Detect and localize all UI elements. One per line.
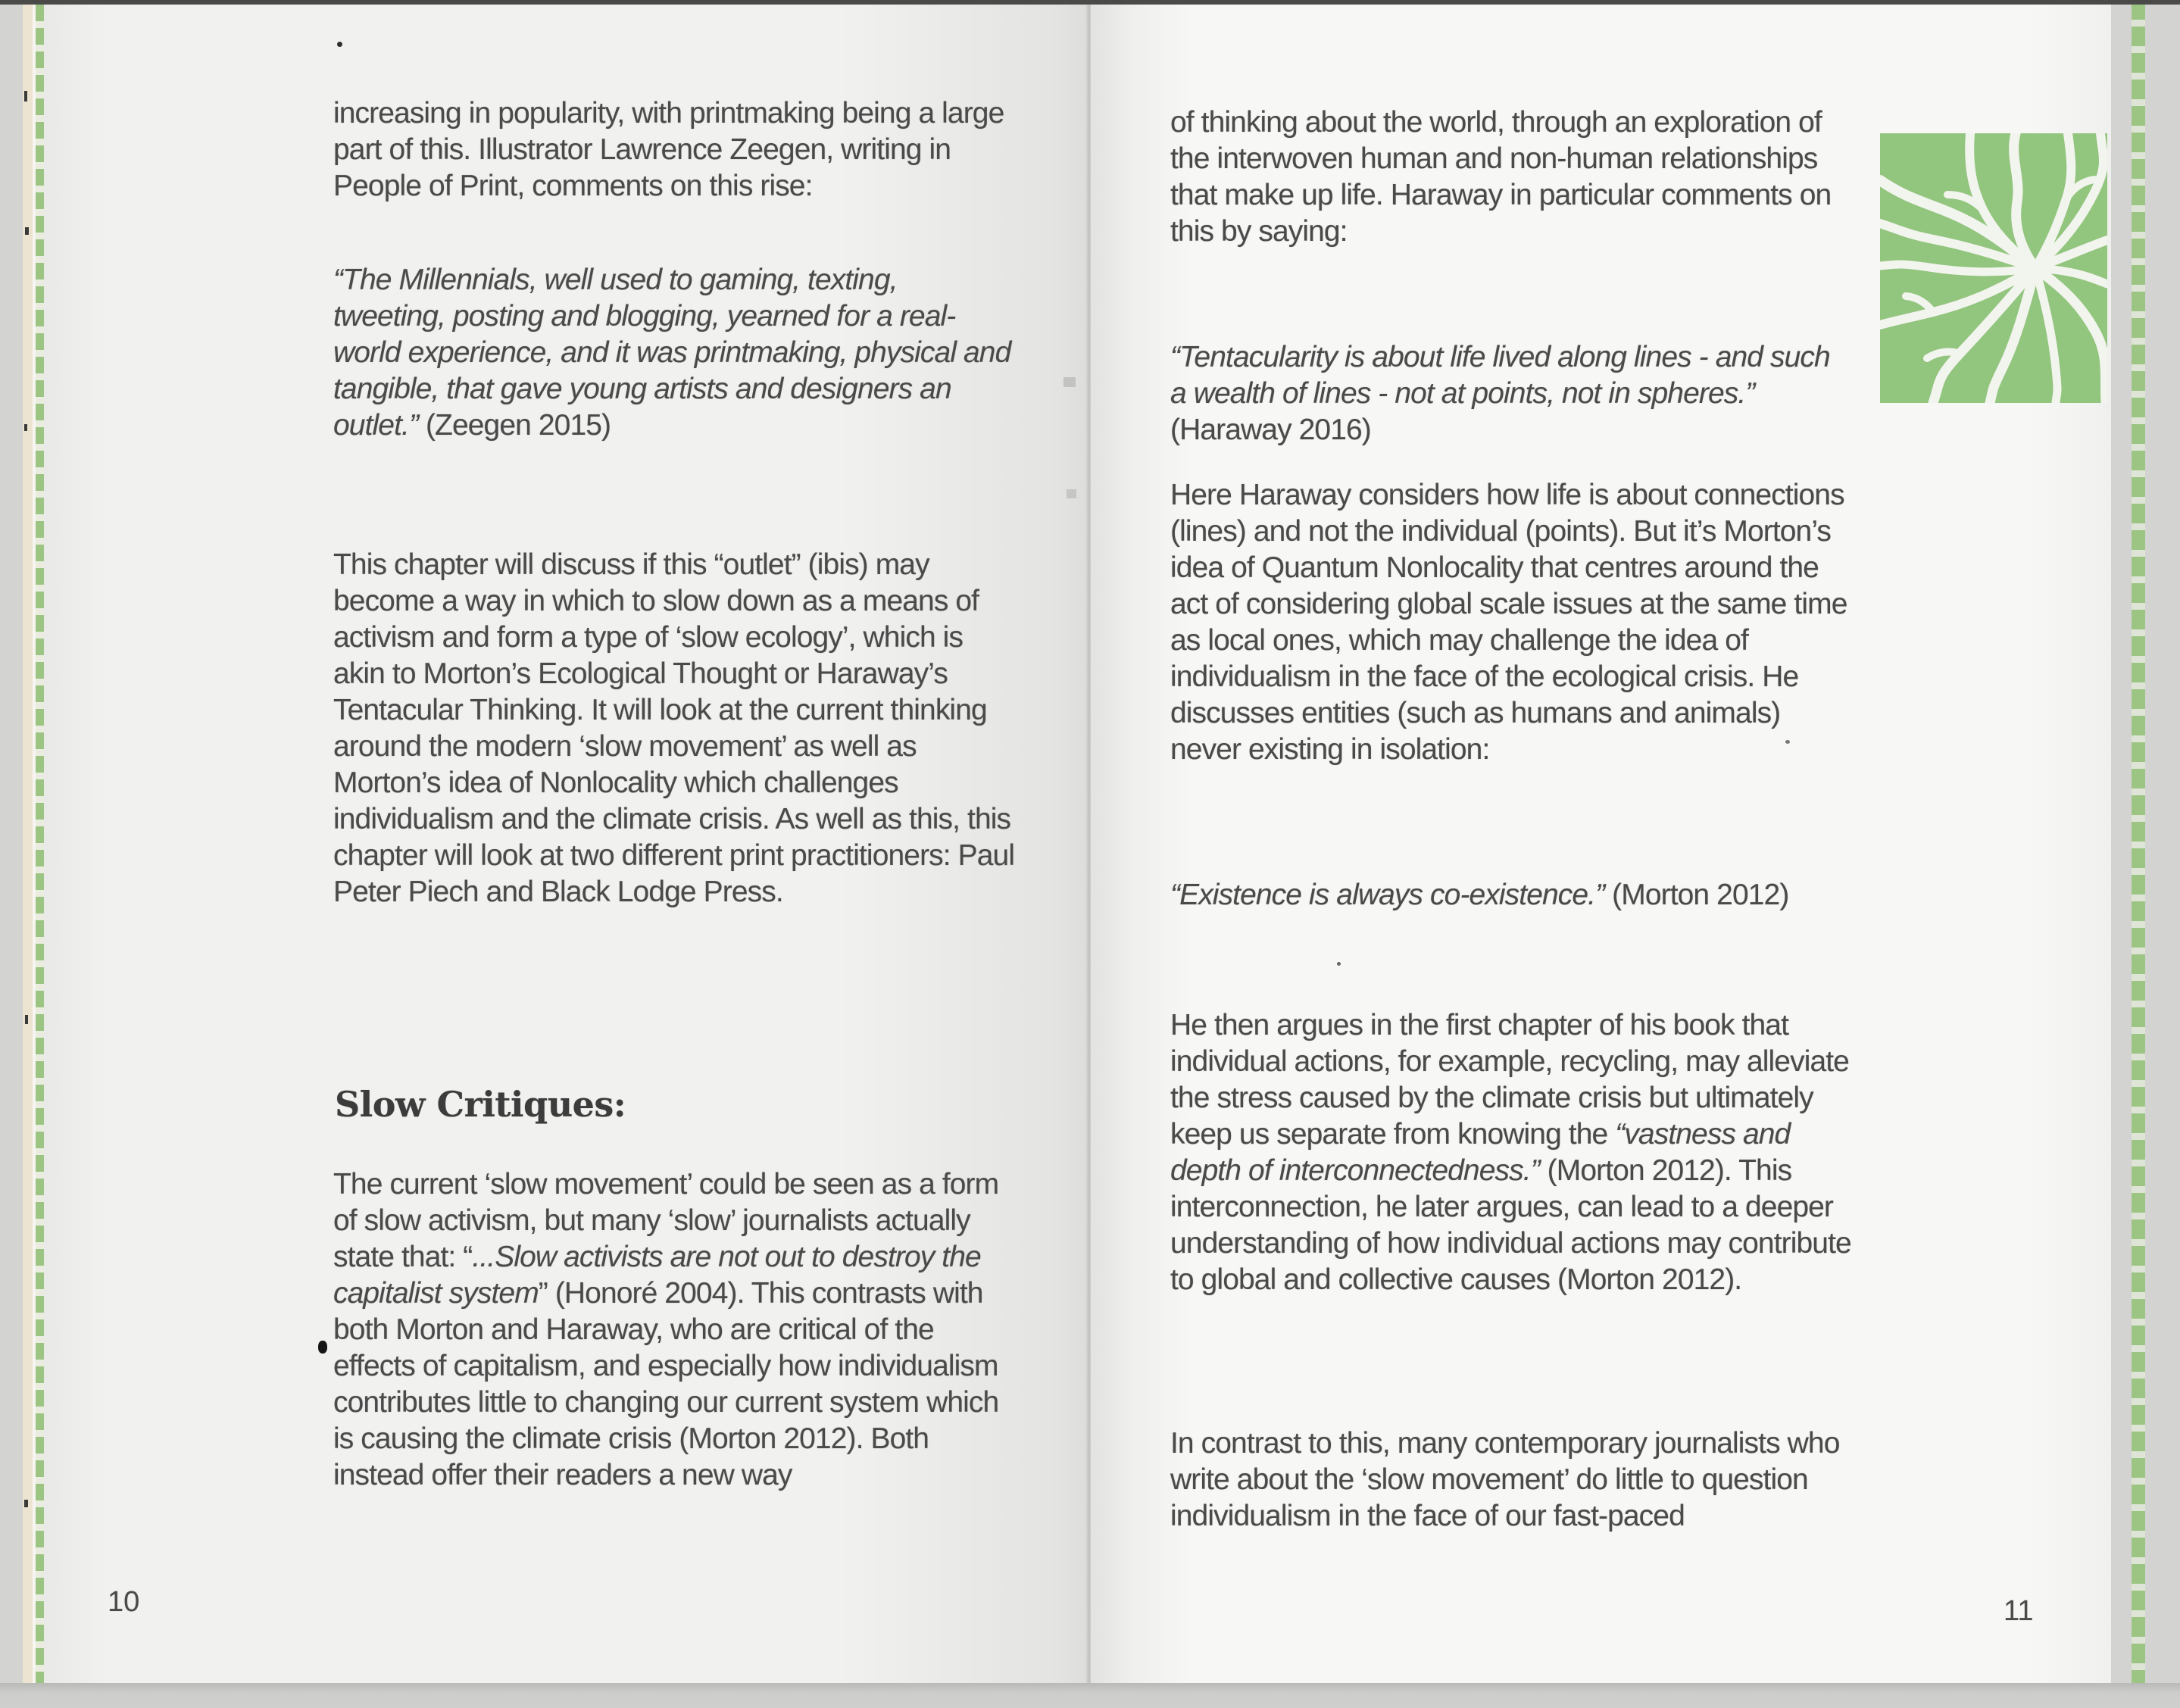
edge-speck xyxy=(25,1015,28,1024)
left-green-dashed-edge xyxy=(36,5,44,1683)
right-paragraph-2: Here Haraway considers how life is about connections (lines) and not the individual (points). But it’s Morton’s idea of Quantum Nonlocality that centres around the act of considering global scale issues at the same time as local ones, which may challenge the idea of individualism in the face of the ecological crisis. He discusses entities (such as humans and animals) never existing in isolation: xyxy=(1170,479,1847,766)
edge-speck xyxy=(24,424,27,431)
right-green-dashed-edge xyxy=(2132,0,2145,1691)
right-quote-haraway: “Tentacularity is about life lived along lines - and such a wealth of lines - not at points, not in spheres.” (Haraway 2016) xyxy=(1170,341,1830,446)
page-left xyxy=(44,5,1091,1683)
section-heading-slow-critiques: Slow Critiques: xyxy=(335,1084,626,1125)
page-right xyxy=(1091,5,2111,1688)
ink-speck xyxy=(337,42,342,47)
scan-speck xyxy=(1337,962,1341,966)
page-number-10: 10 xyxy=(108,1586,140,1618)
tentacular-roots-graphic xyxy=(1880,133,2107,403)
scan-top-edge xyxy=(0,0,2180,5)
edge-speck xyxy=(24,91,27,101)
left-paragraph-1: increasing in popularity, with printmaking being a large part of this. Illustrator Lawrence Zeegen, writing in People of Print, comments on this rise: xyxy=(333,97,1004,202)
right-quote-morton: “Existence is always co-existence.” (Morton 2012) xyxy=(1170,879,1789,911)
right-paragraph-3: He then argues in the first chapter of his book that individual actions, for example, recycling, may alleviate the stress caused by the climate crisis but ultimately keep us separate from knowing the “vastness and depth of interconnectedness.” (Morton 2012). This interconnection, he later argues, can lead to a deeper understanding of how individual actions may contribute to global and collective causes (Morton 2012). xyxy=(1170,1009,1851,1296)
ink-blot xyxy=(318,1341,327,1354)
right-paragraph-4: In contrast to this, many contemporary journalists who write about the ‘slow movement’ do little to question individualism in the face of our fast-paced xyxy=(1170,1427,1840,1532)
left-page-edge-strip xyxy=(23,5,33,1683)
gutter-mark xyxy=(1063,377,1076,387)
left-paragraph-3: The current ‘slow movement’ could be seen as a form of slow activism, but many ‘slow’ journalists actually state that: “...Slow activists are not out to destroy the capitalist system” (Honoré 2004). This contrasts with both Morton and Haraway, who are critical of the effects of capitalism, and especially how individualism contributes little to changing our current system which is causing the climate crisis (Morton 2012). Both instead offer their readers a new way xyxy=(333,1168,999,1491)
right-paragraph-1: of thinking about the world, through an exploration of the interwoven human and non-human relationships that make up life. Haraway in particular comments on this by saying: xyxy=(1170,106,1832,248)
left-paragraph-2: This chapter will discuss if this “outlet” (ibis) may become a way in which to slow down as a means of activism and form a type of ‘slow ecology’, which is akin to Morton’s Ecological Thought or Haraway’s Tentacular Thinking. It will look at the current thinking around the modern ‘slow movement’ as well as Morton’s idea of Nonlocality which challenges individualism and the climate crisis. As well as this, this chapter will look at two different print practitioners: Paul Peter Piech and Black Lodge Press. xyxy=(333,548,1015,908)
right-page-block-edge xyxy=(2111,0,2132,1691)
left-quote-zeegen: “The Millennials, well used to gaming, texting, tweeting, posting and blogging, yearned for a real-world experience, and it was printmaking, physical and tangible, that gave young artists and designers an outlet.” (Zeegen 2015) xyxy=(333,264,1011,442)
scan-speck xyxy=(1785,740,1790,744)
page-number-11: 11 xyxy=(2004,1595,2034,1627)
gutter-mark xyxy=(1067,489,1076,498)
scan-bottom-shadow xyxy=(0,1683,2180,1708)
edge-speck xyxy=(25,227,29,235)
edge-speck xyxy=(24,1500,28,1507)
tentacular-roots-svg xyxy=(1880,133,2107,403)
